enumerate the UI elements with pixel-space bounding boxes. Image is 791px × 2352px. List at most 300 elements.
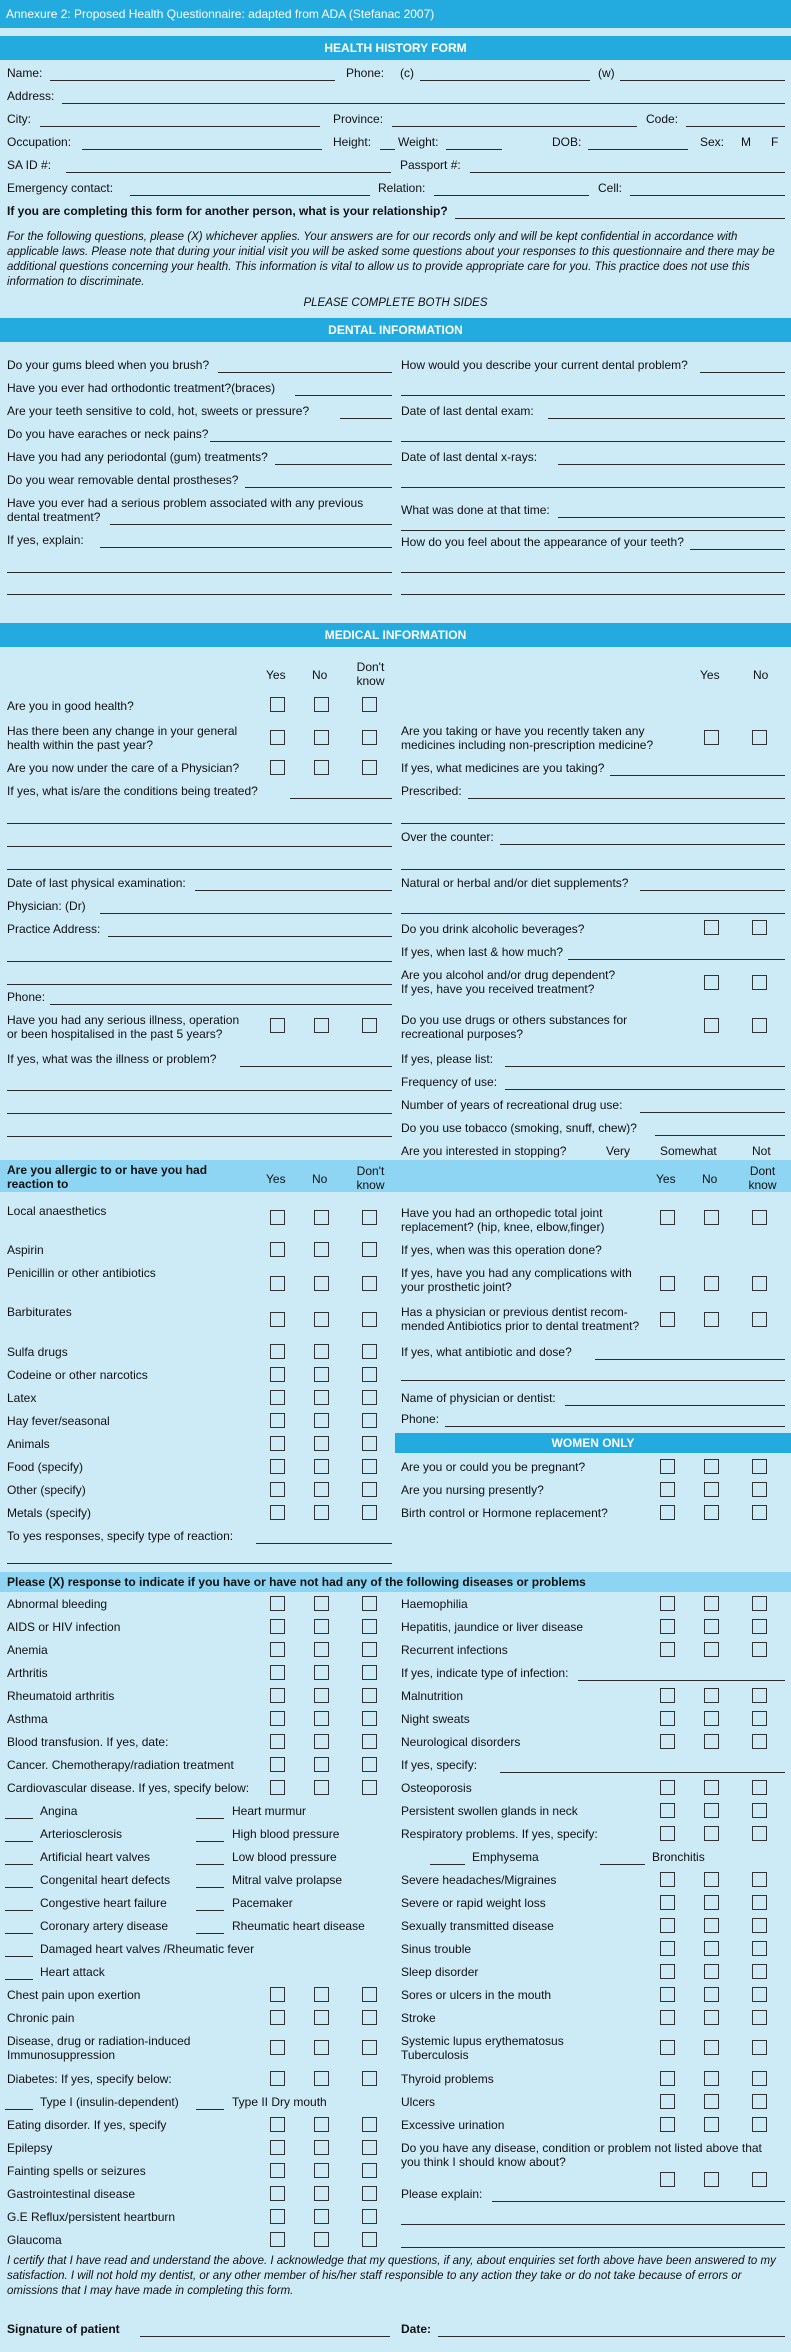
anemia-no[interactable] (314, 1642, 329, 1657)
chest-pain-yes[interactable] (270, 1987, 285, 2002)
cancer-no[interactable] (314, 1757, 329, 1772)
reflux-dont-know[interactable] (362, 2209, 377, 2224)
low-bp-blank[interactable] (196, 1864, 224, 1865)
not-listed-no[interactable] (704, 2172, 719, 2187)
nursing-no[interactable] (704, 1482, 719, 1497)
city-line[interactable] (40, 126, 320, 127)
last-physical-line[interactable] (195, 890, 392, 891)
diabetes-no[interactable] (314, 2071, 329, 2086)
glaucoma-dont-know[interactable] (362, 2232, 377, 2247)
serious-illness-no[interactable] (314, 1018, 329, 1033)
epilepsy-yes[interactable] (270, 2140, 285, 2155)
serious-illness-dont-know[interactable] (362, 1018, 377, 1033)
physician-dentist-phone-line[interactable] (445, 1426, 785, 1427)
pacemaker-blank[interactable] (196, 1910, 224, 1911)
animals-dont-know[interactable] (362, 1436, 377, 1451)
urination-dont-know[interactable] (752, 2117, 767, 2132)
dental-q-perio-line[interactable] (275, 464, 392, 465)
natural-line-1[interactable] (640, 890, 785, 891)
fainting-dont-know[interactable] (362, 2163, 377, 2178)
artificial-valves-blank[interactable] (5, 1864, 33, 1865)
anemia-dont-know[interactable] (362, 1642, 377, 1657)
std-yes[interactable] (660, 1918, 675, 1933)
ulcers-dont-know[interactable] (752, 2094, 767, 2109)
address-line[interactable] (62, 103, 785, 104)
bronchitis-blank[interactable] (600, 1864, 645, 1865)
cancer-dont-know[interactable] (362, 1757, 377, 1772)
dental-last-exam-line[interactable] (548, 418, 785, 419)
arthritis-dont-know[interactable] (362, 1665, 377, 1680)
eating-yes[interactable] (270, 2117, 285, 2132)
stopping-very[interactable]: Very (606, 1144, 631, 1158)
dental-q-ortho-line[interactable] (295, 395, 392, 396)
immuno-no[interactable] (314, 2040, 329, 2055)
congestive-blank[interactable] (5, 1910, 33, 1911)
frequency-line[interactable] (505, 1089, 785, 1090)
allergy-head-2: reaction to (7, 1177, 69, 1191)
sinus-yes[interactable] (660, 1941, 675, 1956)
arthritis-no[interactable] (314, 1665, 329, 1680)
dental-appearance-line-3[interactable] (401, 594, 785, 595)
headaches-yes[interactable] (660, 1872, 675, 1887)
recurrent-infections-yes[interactable] (660, 1642, 675, 1657)
sleep-no[interactable] (704, 1964, 719, 1979)
gastro-yes[interactable] (270, 2186, 285, 2201)
arteriosclerosis-blank[interactable] (5, 1841, 33, 1842)
gastro-dont-know[interactable] (362, 2186, 377, 2201)
codeine-dont-know[interactable] (362, 1367, 377, 1382)
neurological-no[interactable] (704, 1734, 719, 1749)
said-line[interactable] (66, 172, 391, 173)
congenital-blank[interactable] (5, 1887, 33, 1888)
dental-q-earaches-line[interactable] (210, 441, 392, 442)
sleep-dont-know[interactable] (752, 1964, 767, 1979)
not-listed-yes[interactable] (660, 2172, 675, 2187)
aspirin-yes[interactable] (270, 1242, 285, 1257)
diabetes-dont-know[interactable] (362, 2071, 377, 2086)
conditions-line-1[interactable] (290, 798, 392, 799)
codeine-yes[interactable] (270, 1367, 285, 1382)
dental-q-sensitive: Are your teeth sensitive to cold, hot, sweets or pressure? (7, 404, 310, 418)
conditions-line-3[interactable] (7, 846, 392, 847)
weight-loss-dont-know[interactable] (752, 1895, 767, 1910)
thyroid-dont-know[interactable] (752, 2071, 767, 2086)
specify-line[interactable] (500, 1772, 785, 1773)
not-listed-dont-know[interactable] (752, 2172, 767, 2187)
recreational-no[interactable] (752, 1018, 767, 1033)
aids-dont-know[interactable] (362, 1619, 377, 1634)
local-anaesthetics-dont-know[interactable] (362, 1210, 377, 1225)
barbiturates-dont-know[interactable] (362, 1312, 377, 1327)
weight-loss-no[interactable] (704, 1895, 719, 1910)
sulfa-yes[interactable] (270, 1344, 285, 1359)
weight-line[interactable] (446, 149, 502, 150)
dental-appearance-line-2[interactable] (401, 572, 785, 573)
animals-yes[interactable] (270, 1436, 285, 1451)
food-dont-know[interactable] (362, 1459, 377, 1474)
chest-pain-dont-know[interactable] (362, 1987, 377, 2002)
urination-no[interactable] (704, 2117, 719, 2132)
dependent-no[interactable] (752, 975, 767, 990)
sinus-dont-know[interactable] (752, 1941, 767, 1956)
list-line[interactable] (505, 1066, 785, 1067)
asthma-yes[interactable] (270, 1711, 285, 1726)
std-no[interactable] (704, 1918, 719, 1933)
damaged-valves-blank[interactable] (5, 1956, 33, 1957)
sores-dont-know[interactable] (752, 1987, 767, 2002)
dental-done-line-2[interactable] (401, 530, 785, 531)
hay-fever-dont-know[interactable] (362, 1413, 377, 1428)
which-medicines-line[interactable] (610, 775, 785, 776)
sex-f[interactable]: F (771, 135, 779, 149)
province-line[interactable] (392, 126, 637, 127)
night-sweats-dont-know[interactable] (752, 1711, 767, 1726)
neurological-dont-know[interactable] (752, 1734, 767, 1749)
abnormal-bleeding-dont-know[interactable] (362, 1596, 377, 1611)
diabetes-yes[interactable] (270, 2071, 285, 2086)
lupus-yes[interactable] (660, 2040, 675, 2055)
haemophilia-no[interactable] (704, 1596, 719, 1611)
hay-fever-no[interactable] (314, 1413, 329, 1428)
epilepsy-no[interactable] (314, 2140, 329, 2155)
change-dont-know[interactable] (362, 730, 377, 745)
dental-q-prostheses-line[interactable] (245, 487, 392, 488)
dental-describe-line-1[interactable] (700, 372, 785, 373)
change-no[interactable] (314, 730, 329, 745)
malnutrition-dont-know[interactable] (752, 1688, 767, 1703)
other-no[interactable] (314, 1482, 329, 1497)
complications-no[interactable] (704, 1276, 719, 1291)
metals-yes[interactable] (270, 1505, 285, 1520)
illness-line-2[interactable] (7, 1090, 392, 1091)
anemia-yes[interactable] (270, 1642, 285, 1657)
local-anaesthetics-yes[interactable] (270, 1210, 285, 1225)
stroke-dont-know[interactable] (752, 2010, 767, 2025)
dental-blank-line-2[interactable] (401, 487, 785, 488)
good-health-yes[interactable] (270, 697, 285, 712)
transfusion-yes[interactable] (270, 1734, 285, 1749)
metals-dont-know[interactable] (362, 1505, 377, 1520)
aids-yes[interactable] (270, 1619, 285, 1634)
dental-explain-line-1[interactable] (100, 547, 392, 548)
dental-explain-line-2[interactable] (7, 572, 392, 573)
local-anaesthetics-no[interactable] (314, 1210, 329, 1225)
pregnant-yes[interactable] (660, 1459, 675, 1474)
stopping-not[interactable]: Not (752, 1144, 771, 1158)
latex-dont-know[interactable] (362, 1390, 377, 1405)
joint-yes[interactable] (660, 1210, 675, 1225)
thyroid-no[interactable] (704, 2071, 719, 2086)
physician-yes[interactable] (270, 760, 285, 775)
aspirin-no[interactable] (314, 1242, 329, 1257)
dental-q-gums-line[interactable] (218, 372, 392, 373)
dental-q-describe: How would you describe your current dental problem? (401, 358, 688, 372)
disease-diabetes: Diabetes: If yes, specify below: (7, 2072, 172, 2086)
antibiotic-yes[interactable] (660, 1312, 675, 1327)
physician-dentist-line[interactable] (565, 1405, 785, 1406)
respiratory-dont-know[interactable] (752, 1826, 767, 1841)
std-dont-know[interactable] (752, 1918, 767, 1933)
latex-no[interactable] (314, 1390, 329, 1405)
alcohol-when-line[interactable] (568, 959, 785, 960)
infection-type-line[interactable] (578, 1680, 785, 1681)
mitral-blank[interactable] (196, 1887, 224, 1888)
name-line[interactable] (50, 80, 335, 81)
medicines-yes[interactable] (704, 730, 719, 745)
relation-line[interactable] (434, 195, 589, 196)
hepatitis-dont-know[interactable] (752, 1619, 767, 1634)
hay-fever-yes[interactable] (270, 1413, 285, 1428)
asthma-no[interactable] (314, 1711, 329, 1726)
dental-describe-line-2[interactable] (401, 395, 785, 396)
med-phone-line[interactable] (50, 1004, 392, 1005)
chest-pain-no[interactable] (314, 1987, 329, 2002)
cardiovascular-dont-know[interactable] (362, 1780, 377, 1795)
reflux-no[interactable] (314, 2209, 329, 2224)
dependent-yes[interactable] (704, 975, 719, 990)
physician-dr-line[interactable] (100, 913, 392, 914)
code-line[interactable] (686, 126, 785, 127)
otc-line-2[interactable] (401, 869, 785, 870)
haemophilia-yes[interactable] (660, 1596, 675, 1611)
asthma-dont-know[interactable] (362, 1711, 377, 1726)
epilepsy-dont-know[interactable] (362, 2140, 377, 2155)
sinus-no[interactable] (704, 1941, 719, 1956)
cardiovascular-yes[interactable] (270, 1780, 285, 1795)
pregnant-no[interactable] (704, 1459, 719, 1474)
conditions-line-2[interactable] (7, 823, 392, 824)
sex-m[interactable]: M (741, 135, 751, 149)
complications-yes[interactable] (660, 1276, 675, 1291)
otc-line-1[interactable] (500, 844, 785, 845)
practice-address-line-2[interactable] (7, 961, 392, 962)
joint-dont-know[interactable] (752, 1210, 767, 1225)
conditions-line-4[interactable] (7, 869, 392, 870)
change-yes[interactable] (270, 730, 285, 745)
years-line[interactable] (640, 1112, 785, 1113)
swollen-glands-dont-know[interactable] (752, 1803, 767, 1818)
recreational-yes[interactable] (704, 1018, 719, 1033)
antibiotic-dont-know[interactable] (752, 1312, 767, 1327)
headaches-dont-know[interactable] (752, 1872, 767, 1887)
illness-line-1[interactable] (240, 1066, 392, 1067)
type1-blank[interactable] (5, 2109, 33, 2110)
eating-dont-know[interactable] (362, 2117, 377, 2132)
stopping-somewhat[interactable]: Somewhat (660, 1144, 717, 1158)
malnutrition-no[interactable] (704, 1688, 719, 1703)
prescribed-line-2[interactable] (401, 823, 785, 824)
alcohol-yes[interactable] (704, 920, 719, 935)
neurological-yes[interactable] (660, 1734, 675, 1749)
dental-appearance-line-1[interactable] (690, 549, 785, 550)
phone-w-line[interactable] (620, 80, 785, 81)
signature-line[interactable] (140, 2336, 390, 2337)
explain-line-2[interactable] (401, 2224, 785, 2225)
ulcers-yes[interactable] (660, 2094, 675, 2109)
malnutrition-yes[interactable] (660, 1688, 675, 1703)
sulfa-dont-know[interactable] (362, 1344, 377, 1359)
natural-line-2[interactable] (401, 913, 785, 914)
abnormal-bleeding-no[interactable] (314, 1596, 329, 1611)
dental-done-line[interactable] (558, 517, 785, 518)
practice-address-line-3[interactable] (7, 984, 392, 985)
other-yes[interactable] (270, 1482, 285, 1497)
food-yes[interactable] (270, 1459, 285, 1474)
transfusion-no[interactable] (314, 1734, 329, 1749)
explain-line-3[interactable] (401, 2247, 785, 2248)
urination-yes[interactable] (660, 2117, 675, 2132)
recurrent-infections-no[interactable] (704, 1642, 719, 1657)
night-sweats-no[interactable] (704, 1711, 719, 1726)
sleep-yes[interactable] (660, 1964, 675, 1979)
prescribed-line-1[interactable] (468, 798, 785, 799)
alcohol-no[interactable] (752, 920, 767, 935)
night-sweats-yes[interactable] (660, 1711, 675, 1726)
osteoporosis-no[interactable] (704, 1780, 719, 1795)
nursing-yes[interactable] (660, 1482, 675, 1497)
phone-c-line[interactable] (420, 80, 590, 81)
coronary-blank[interactable] (5, 1933, 33, 1934)
immuno-yes[interactable] (270, 2040, 285, 2055)
penicillin-dont-know[interactable] (362, 1276, 377, 1291)
dental-blank-line[interactable] (401, 441, 785, 442)
glaucoma-yes[interactable] (270, 2232, 285, 2247)
physician-dont-know[interactable] (362, 760, 377, 775)
rheumatic-blank[interactable] (196, 1933, 224, 1934)
stroke-yes[interactable] (660, 2010, 675, 2025)
aids-no[interactable] (314, 1619, 329, 1634)
passport-line[interactable] (470, 172, 785, 173)
col-yes-left: Yes (266, 668, 286, 682)
codeine-no[interactable] (314, 1367, 329, 1382)
heart-attack-blank[interactable] (5, 1979, 33, 1980)
barbiturates-no[interactable] (314, 1312, 329, 1327)
birth-control-no[interactable] (704, 1505, 719, 1520)
dental-last-xray-line[interactable] (558, 464, 785, 465)
abnormal-bleeding-yes[interactable] (270, 1596, 285, 1611)
eating-no[interactable] (314, 2117, 329, 2132)
angina-blank[interactable] (5, 1818, 33, 1819)
chronic-pain-yes[interactable] (270, 2010, 285, 2025)
barbiturates-yes[interactable] (270, 1312, 285, 1327)
rheumatoid-no[interactable] (314, 1688, 329, 1703)
swollen-glands-yes[interactable] (660, 1803, 675, 1818)
practice-address-line-1[interactable] (108, 936, 392, 937)
birth-control-yes[interactable] (660, 1505, 675, 1520)
hepatitis-yes[interactable] (660, 1619, 675, 1634)
medicines-no[interactable] (752, 730, 767, 745)
illness-line-4[interactable] (7, 1136, 392, 1137)
emergency-line[interactable] (130, 195, 370, 196)
explain-line-1[interactable] (492, 2201, 785, 2202)
haemophilia-dont-know[interactable] (752, 1596, 767, 1611)
another-person-line[interactable] (455, 218, 785, 219)
sores-yes[interactable] (660, 1987, 675, 2002)
latex-yes[interactable] (270, 1390, 285, 1405)
dob-line[interactable] (588, 149, 688, 150)
chronic-pain-dont-know[interactable] (362, 2010, 377, 2025)
occupation-line[interactable] (82, 149, 322, 150)
headaches-no[interactable] (704, 1872, 719, 1887)
dental-explain-line-3[interactable] (7, 594, 392, 595)
osteoporosis-dont-know[interactable] (752, 1780, 767, 1795)
disease-arthritis: Arthritis (7, 1666, 48, 1680)
lupus-dont-know[interactable] (752, 2040, 767, 2055)
penicillin-no[interactable] (314, 1276, 329, 1291)
good-health-no[interactable] (314, 697, 329, 712)
cardiovascular-no[interactable] (314, 1780, 329, 1795)
thyroid-yes[interactable] (660, 2071, 675, 2086)
fainting-yes[interactable] (270, 2163, 285, 2178)
reaction-type-line-1[interactable] (256, 1543, 392, 1544)
date-line[interactable] (438, 2336, 785, 2337)
antibiotic-dose-line-2[interactable] (401, 1380, 785, 1381)
gastro-no[interactable] (314, 2186, 329, 2201)
ulcers-no[interactable] (704, 2094, 719, 2109)
reflux-yes[interactable] (270, 2209, 285, 2224)
rheumatoid-dont-know[interactable] (362, 1688, 377, 1703)
emphysema-blank[interactable] (430, 1864, 465, 1865)
immuno-dont-know[interactable] (362, 2040, 377, 2055)
dental-q-sensitive-line[interactable] (340, 418, 392, 419)
chronic-pain-no[interactable] (314, 2010, 329, 2025)
complications-dont-know[interactable] (752, 1276, 767, 1291)
lupus-no[interactable] (704, 2040, 719, 2055)
weight-loss-yes[interactable] (660, 1895, 675, 1910)
pregnant-dont-know[interactable] (752, 1459, 767, 1474)
height-line[interactable] (380, 149, 395, 150)
cancer-yes[interactable] (270, 1757, 285, 1772)
antibiotic-no[interactable] (704, 1312, 719, 1327)
birth-control-dont-know[interactable] (752, 1505, 767, 1520)
aspirin-dont-know[interactable] (362, 1242, 377, 1257)
animals-no[interactable] (314, 1436, 329, 1451)
food-no[interactable] (314, 1459, 329, 1474)
nursing-dont-know[interactable] (752, 1482, 767, 1497)
type2-blank[interactable] (196, 2109, 224, 2110)
sulfa-no[interactable] (314, 1344, 329, 1359)
heart-murmur-blank[interactable] (196, 1818, 224, 1819)
respiratory-yes[interactable] (660, 1826, 675, 1841)
sores-no[interactable] (704, 1987, 719, 2002)
arthritis-yes[interactable] (270, 1665, 285, 1680)
metals-no[interactable] (314, 1505, 329, 1520)
fainting-no[interactable] (314, 2163, 329, 2178)
antibiotic-dose-line-1[interactable] (595, 1359, 785, 1360)
cell-line[interactable] (630, 195, 785, 196)
transfusion-dont-know[interactable] (362, 1734, 377, 1749)
serious-illness-yes[interactable] (270, 1018, 285, 1033)
osteoporosis-yes[interactable] (660, 1780, 675, 1795)
stroke-no[interactable] (704, 2010, 719, 2025)
glaucoma-no[interactable] (314, 2232, 329, 2247)
illness-line-3[interactable] (7, 1113, 392, 1114)
high-bp-blank[interactable] (196, 1841, 224, 1842)
tobacco-line[interactable] (655, 1135, 785, 1136)
good-health-dont-know[interactable] (362, 697, 377, 712)
respiratory-no[interactable] (704, 1826, 719, 1841)
recurrent-infections-dont-know[interactable] (752, 1642, 767, 1657)
swollen-glands-no[interactable] (704, 1803, 719, 1818)
hepatitis-no[interactable] (704, 1619, 719, 1634)
penicillin-yes[interactable] (270, 1276, 285, 1291)
other-dont-know[interactable] (362, 1482, 377, 1497)
dental-q-serious-line[interactable] (110, 524, 392, 525)
reaction-type-line-2[interactable] (7, 1563, 392, 1564)
rheumatoid-yes[interactable] (270, 1688, 285, 1703)
joint-no[interactable] (704, 1210, 719, 1225)
physician-no[interactable] (314, 760, 329, 775)
